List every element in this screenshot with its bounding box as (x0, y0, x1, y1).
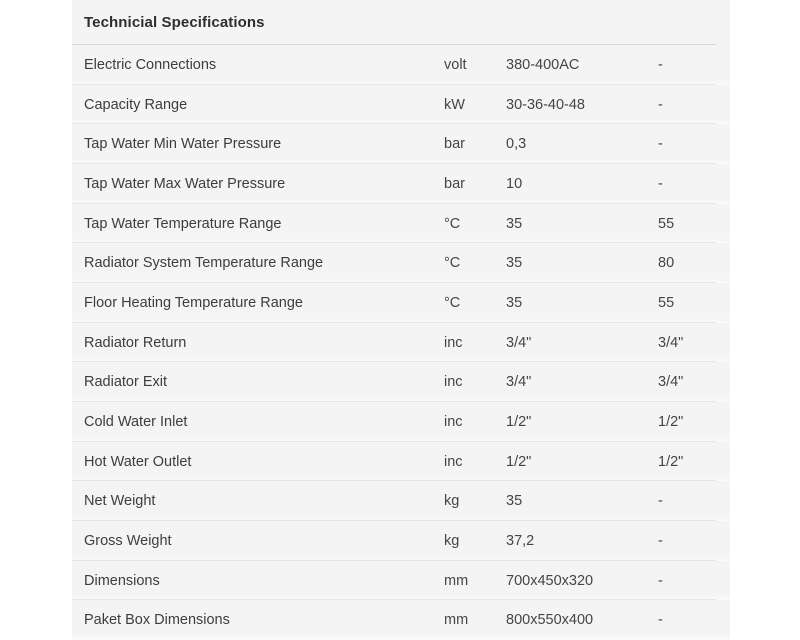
table-row (72, 521, 730, 561)
spec-value: 35 (506, 255, 523, 272)
spec-unit: kW (444, 96, 465, 113)
spec-unit: °C (444, 255, 461, 272)
spec-value-second: 55 (658, 215, 675, 232)
table-row (72, 600, 730, 640)
spec-value-second: 1/2" (658, 413, 684, 430)
spec-value: 35 (506, 493, 523, 510)
spec-value: 10 (506, 175, 523, 192)
spec-unit: inc (444, 334, 463, 351)
spec-value: 380-400AC (506, 56, 580, 73)
spec-label: Tap Water Max Water Pressure (84, 175, 286, 192)
spec-value: 35 (506, 294, 523, 311)
spec-value: 3/4" (506, 334, 532, 351)
spec-label: Tap Water Temperature Range (84, 215, 282, 232)
table-row (72, 204, 730, 244)
spec-unit: inc (444, 374, 463, 391)
specifications-title: Technicial Specifications (84, 14, 265, 31)
spec-unit: volt (444, 56, 467, 73)
table-row (72, 124, 730, 164)
spec-value: 1/2" (506, 453, 532, 470)
spec-value-second: - (658, 136, 663, 153)
spec-value-second: 3/4" (658, 374, 684, 391)
spec-label: Radiator Return (84, 334, 187, 351)
spec-value: 0,3 (506, 136, 527, 153)
spec-unit: inc (444, 453, 463, 470)
table-row (72, 481, 730, 521)
spec-label: Dimensions (84, 572, 160, 589)
table-row (72, 243, 730, 283)
spec-value-second: - (658, 493, 663, 510)
spec-value-second: - (658, 175, 663, 192)
table-row (72, 85, 730, 125)
spec-value-second: - (658, 56, 663, 73)
spec-label: Electric Connections (84, 56, 217, 73)
spec-value-second: - (658, 96, 663, 113)
spec-label: Tap Water Min Water Pressure (84, 136, 282, 153)
spec-value-second: - (658, 612, 663, 629)
spec-label: Floor Heating Temperature Range (84, 294, 303, 311)
spec-label: Capacity Range (84, 96, 188, 113)
spec-value-second: 80 (658, 255, 675, 272)
spec-label: Hot Water Outlet (84, 453, 192, 470)
spec-label: Radiator System Temperature Range (84, 255, 324, 272)
table-row (72, 283, 730, 323)
spec-unit: °C (444, 294, 461, 311)
spec-label: Radiator Exit (84, 374, 168, 391)
table-row (72, 362, 730, 402)
spec-value-second: 3/4" (658, 334, 684, 351)
spec-value: 3/4" (506, 374, 532, 391)
spec-unit: bar (444, 136, 465, 153)
spec-value-second: 1/2" (658, 453, 684, 470)
spec-unit: inc (444, 413, 463, 430)
specifications-panel (72, 0, 730, 640)
table-row (72, 561, 730, 601)
specifications-table (72, 45, 730, 640)
spec-value: 1/2" (506, 413, 532, 430)
spec-label: Net Weight (84, 493, 156, 510)
table-row (72, 402, 730, 442)
spec-unit: mm (444, 572, 469, 589)
spec-value: 30-36-40-48 (506, 96, 585, 113)
spec-value-second: - (658, 532, 663, 549)
spec-value-second: - (658, 572, 663, 589)
spec-value: 700x450x320 (506, 572, 594, 589)
spec-unit: °C (444, 215, 461, 232)
spec-value-second: 55 (658, 294, 675, 311)
spec-label: Cold Water Inlet (84, 413, 188, 430)
spec-label: Gross Weight (84, 532, 172, 549)
spec-label: Paket Box Dimensions (84, 612, 230, 629)
spec-unit: kg (444, 532, 460, 549)
spec-unit: bar (444, 175, 465, 192)
specifications-title-row (72, 0, 730, 45)
spec-unit: kg (444, 493, 460, 510)
spec-value: 35 (506, 215, 523, 232)
spec-value: 37,2 (506, 532, 535, 549)
table-row (72, 323, 730, 363)
spec-value: 800x550x400 (506, 612, 594, 629)
spec-unit: mm (444, 612, 469, 629)
table-row (72, 164, 730, 204)
table-row (72, 442, 730, 482)
table-row (72, 45, 730, 85)
